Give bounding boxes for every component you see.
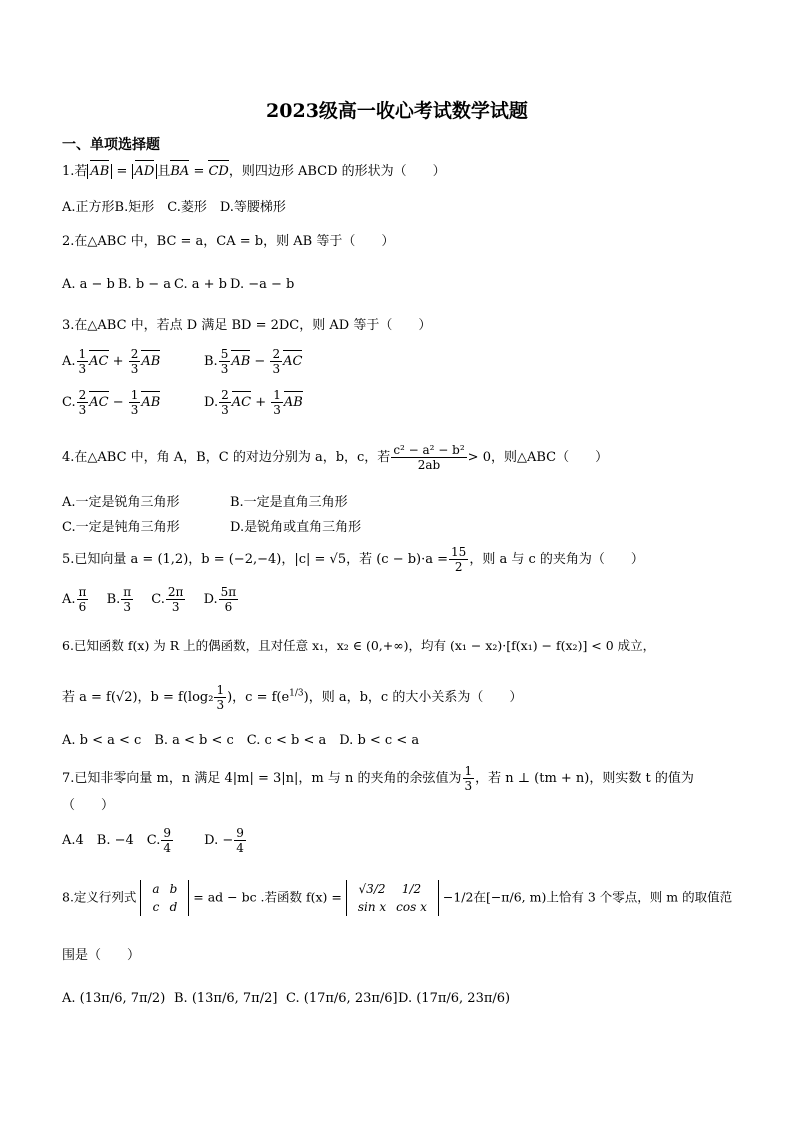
- question-8-option-d: D. (17π/6, 23π/6): [398, 991, 511, 1006]
- question-3: 3.在△ABC 中，若点 D 满足 BD = 2DC，则 AD 等于（ ）: [62, 318, 432, 333]
- question-2-option-b: B. b − a: [118, 277, 172, 292]
- section-heading: 一、单项选择题: [62, 137, 160, 153]
- question-7-blank: （ ）: [62, 798, 115, 813]
- question-3-option-d: D. $\frac{2}{3}$ AC + $\frac{1}{3}$ AB: [204, 388, 303, 417]
- question-8-option-b: B. (13π/6, 7π/2]: [174, 991, 278, 1006]
- question-4: 4.在△ABC 中，角 A，B，C 的对边分别为 a，b，c，若 $\frac{\text{c² − a² − b²}}{2ab}$ > 0，则△ABC（ ）: [62, 443, 609, 472]
- determinant-definition: a b c d: [140, 880, 189, 916]
- question-2-option-a: A. a − b: [62, 277, 115, 292]
- question-2-option-c: C. a + b: [174, 277, 227, 292]
- question-7-options: A.4 B. −4 C. $\frac{9}{4}$ D. − $\frac{9}{4}$: [62, 826, 244, 855]
- question-4-option-d: D.是锐角或直角三角形: [230, 520, 362, 535]
- question-8-option-a: A. (13π/6, 7π/2): [62, 991, 166, 1006]
- question-5: 5.已知向量 a = (1,2)，b = (−2,−4)，|c| = √5，若 (c − b)·a = $\frac{15}{2}$ ，则 a 与 c 的夹角为（ ）: [62, 545, 644, 574]
- question-3-option-b: B. $\frac{5}{3}$ AB − $\frac{2}{3}$ AC: [204, 347, 303, 376]
- question-3-option-c: C. $\frac{2}{3}$ AC − $\frac{1}{3}$ AB: [62, 388, 161, 417]
- question-5-options: A. $\frac{\pi}{6}$ B. $\frac{\pi}{3}$ C. $\frac{2\pi}{3}$ D. $\frac{5\pi}{6}$: [62, 585, 237, 614]
- question-8-line-2: 围是（ ）: [62, 948, 141, 963]
- question-4-option-c: C.一定是钝角三角形: [62, 520, 180, 535]
- question-8-option-c: C. (17π/6, 23π/6]: [286, 991, 398, 1006]
- question-2: 2.在△ABC 中，BC = a，CA = b，则 AB 等于（ ）: [62, 234, 395, 249]
- question-6-line-1: 6.已知函数 f(x) 为 R 上的偶函数，且对任意 x₁，x₂ ∈ (0,+∞)，均有 (x₁ − x₂)·[f(x₁) − f(x₂)] < 0 成立，: [62, 638, 656, 653]
- question-4-option-b: B.一定是直角三角形: [230, 495, 348, 510]
- question-1: 1.若 AB = AD 且BA = CD，则四边形 ABCD 的形状为（ ）: [62, 164, 446, 179]
- exam-title: 2023级高一收心考试数学试题: [266, 100, 528, 122]
- question-6-options: A. b < a < c B. a < b < c C. c < b < a D. b < c < a: [62, 733, 420, 748]
- question-7: 7.已知非零向量 m，n 满足 4|m| = 3|n|，m 与 n 的夹角的余弦值为 $\frac{1}{3}$ ，若 n ⊥ (tm + n)，则实数 t 的值为: [62, 764, 694, 793]
- determinant-function: √3/2 1/2 sin x cos x: [346, 880, 439, 916]
- question-4-option-a: A.一定是锐角三角形: [62, 495, 180, 510]
- question-1-options: A.正方形B.矩形 C.菱形 D.等腰梯形: [62, 200, 286, 215]
- question-8: 8.定义行列式 a b c d = ad − bc .若函数 f(x) = √3/2 1/2 sin x cos x −1/2在[−π/6, m)上恰有 3 个零点，则 m 的取值范: [62, 882, 733, 914]
- question-3-option-a: A. $\frac{1}{3}$ AC + $\frac{2}{3}$ AB: [62, 347, 161, 376]
- question-2-option-d: D. −a − b: [230, 277, 295, 292]
- question-6-line-2: 若 a = f(√2)，b = f(log₂ $\frac{1}{3}$ )，$c = f(e^{1/3})$，则 a，b，c 的大小关系为（ ）: [62, 683, 523, 712]
